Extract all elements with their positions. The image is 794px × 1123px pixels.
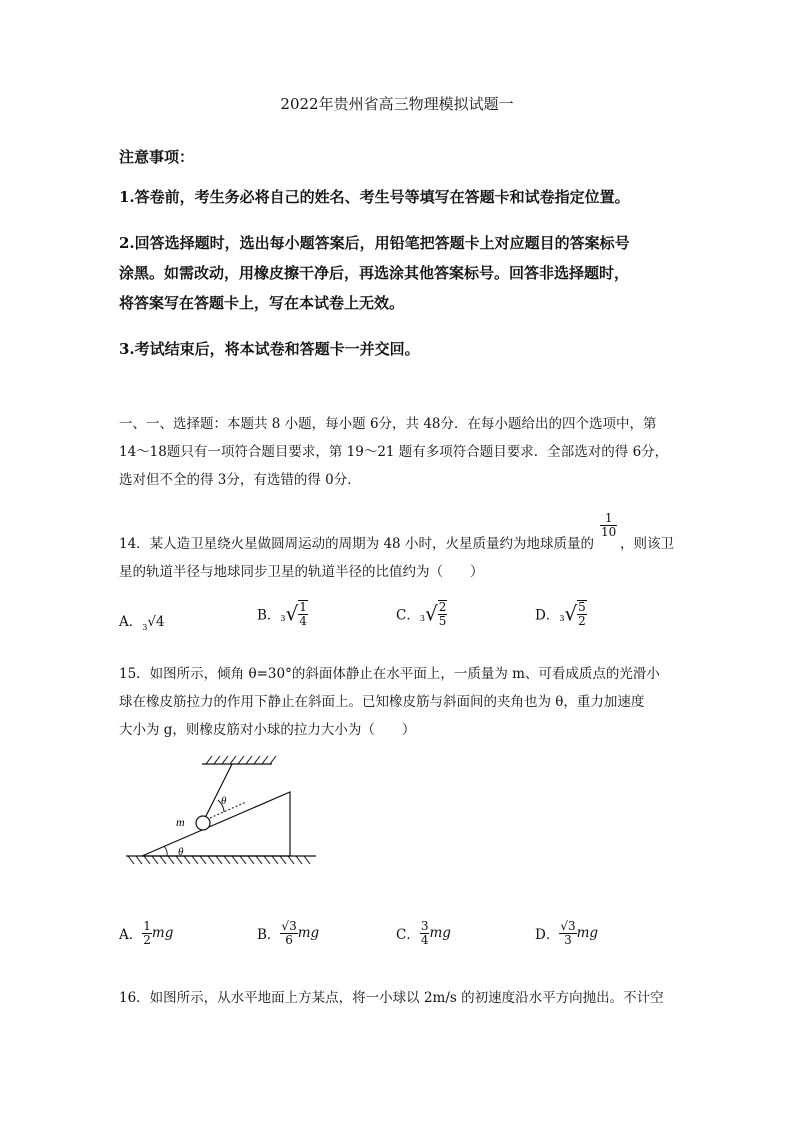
q14-frac-numerator: 1 <box>600 512 617 526</box>
q15-option-d[interactable] <box>535 920 598 946</box>
slope-dashed-line <box>210 802 246 818</box>
q14-option-c[interactable] <box>396 600 447 627</box>
frac-numerator: √3 <box>560 919 576 933</box>
theta-bottom-label: θ <box>178 846 184 858</box>
q14-fraction <box>600 512 617 538</box>
radicand: 4 <box>155 614 165 630</box>
radicand-denominator: 4 <box>299 613 307 628</box>
radicand-numerator: 5 <box>578 600 586 614</box>
radical-sign: √ <box>147 614 156 630</box>
option-tail: mg <box>151 925 174 942</box>
option-tail: mg <box>576 925 599 942</box>
radical-sign: √ <box>285 601 299 626</box>
rubber-band <box>206 764 232 816</box>
option-label: B． <box>257 607 281 624</box>
q14-line-1a: 14．某人造卫星绕火星做圆周运动的周期为 48 小时，火星质量约为地球质量的 <box>119 536 594 552</box>
q16-line-1: 16．如图所示，从水平地面上方某点，将一小球以 2m/s 的初速度沿水平方向抛出。不计空 <box>119 990 664 1006</box>
option-label: D． <box>535 607 560 624</box>
bottom-angle-arc <box>164 846 167 856</box>
radicand-denominator: 2 <box>578 613 586 628</box>
section-intro-line-2: 14～18题只有一项符合题目要求，第 19～21 题有多项符合题目要求．全部选对的得 6分， <box>119 444 669 460</box>
frac-denominator: 3 <box>564 932 572 947</box>
root-index: 3 <box>280 614 286 624</box>
frac-numerator: 1 <box>143 919 151 933</box>
frac-numerator: 3 <box>420 919 429 933</box>
option-tail: mg <box>297 925 320 942</box>
option-label: C． <box>396 927 420 944</box>
q14-option-d[interactable] <box>535 600 587 627</box>
frac-numerator: √3 <box>281 919 297 933</box>
q14-option-b[interactable] <box>257 600 308 627</box>
option-label: B． <box>257 927 281 944</box>
mass-label: m <box>176 815 185 829</box>
radical-sign: √ <box>564 601 578 626</box>
option-tail: mg <box>429 925 451 942</box>
notice-item-1: 1.答卷前，考生务必将自己的姓名、考生号等填写在答题卡和试卷指定位置。 <box>119 188 630 206</box>
notice-heading: 注意事项： <box>119 148 195 166</box>
section-intro-line-3: 选对但不全的得 3分，有选错的得 0分． <box>119 472 361 488</box>
frac-denominator: 6 <box>285 932 293 947</box>
q14-line-1b: ，则该卫 <box>620 536 674 552</box>
frac-denominator: 4 <box>420 932 429 947</box>
radicand-numerator: 1 <box>299 600 307 614</box>
ball <box>196 816 210 830</box>
q15-line-2: 球在橡皮筋拉力的作用下静止在斜面上。已知橡皮筋与斜面间的夹角也为 θ，重力加速度 <box>119 694 645 710</box>
theta-top-label: θ <box>221 795 227 807</box>
option-label: A． <box>119 614 143 630</box>
root-index: 3 <box>419 614 425 624</box>
radical-sign: √ <box>424 601 438 626</box>
option-label: D． <box>535 927 560 944</box>
ceiling-hatch <box>206 756 276 764</box>
page-title: 2022年贵州省高三物理模拟试题一 <box>280 95 514 113</box>
q14-line-2: 星的轨道半径与地球同步卫星的轨道半径的比值约为（ ） <box>119 564 484 580</box>
root-index: 3 <box>559 614 565 624</box>
radicand-numerator: 2 <box>438 600 447 614</box>
q15-option-c[interactable] <box>396 920 451 946</box>
radicand-denominator: 5 <box>438 613 447 628</box>
q15-option-b[interactable] <box>257 920 319 946</box>
notice-item-2-line-3: 将答案写在答题卡上，写在本试卷上无效。 <box>119 294 405 312</box>
q15-line-1: 15．如图所示，倾角 θ=30°的斜面体静止在水平面上，一质量为 m、可看成质点的光滑小 <box>119 666 660 682</box>
q14-option-a[interactable] <box>119 610 165 630</box>
q15-figure <box>120 752 320 872</box>
root-index: 3 <box>142 623 148 632</box>
notice-item-3: 3.考试结束后，将本试卷和答题卡一并交回。 <box>119 340 420 358</box>
q15-option-a[interactable] <box>119 920 173 946</box>
q15-line-3: 大小为 g，则橡皮筋对小球的拉力大小为（ ） <box>119 722 416 738</box>
ground-hatch <box>128 856 310 864</box>
notice-item-2-line-1: 2.回答选择题时，选出每小题答案后，用铅笔把答题卡上对应题目的答案标号 <box>119 234 630 252</box>
option-label: C． <box>396 607 420 624</box>
section-intro-line-1: 一、一、选择题：本题共 8 小题，每小题 6分，共 48分．在每小题给出的四个选项中，第 <box>119 416 657 432</box>
notice-item-2-line-2: 涂黑。如需改动，用橡皮擦干净后，再选涂其他答案标号。回答非选择题时， <box>119 264 630 282</box>
q14-frac-denominator: 10 <box>601 524 617 539</box>
frac-denominator: 2 <box>143 932 151 947</box>
option-label: A． <box>119 927 143 944</box>
